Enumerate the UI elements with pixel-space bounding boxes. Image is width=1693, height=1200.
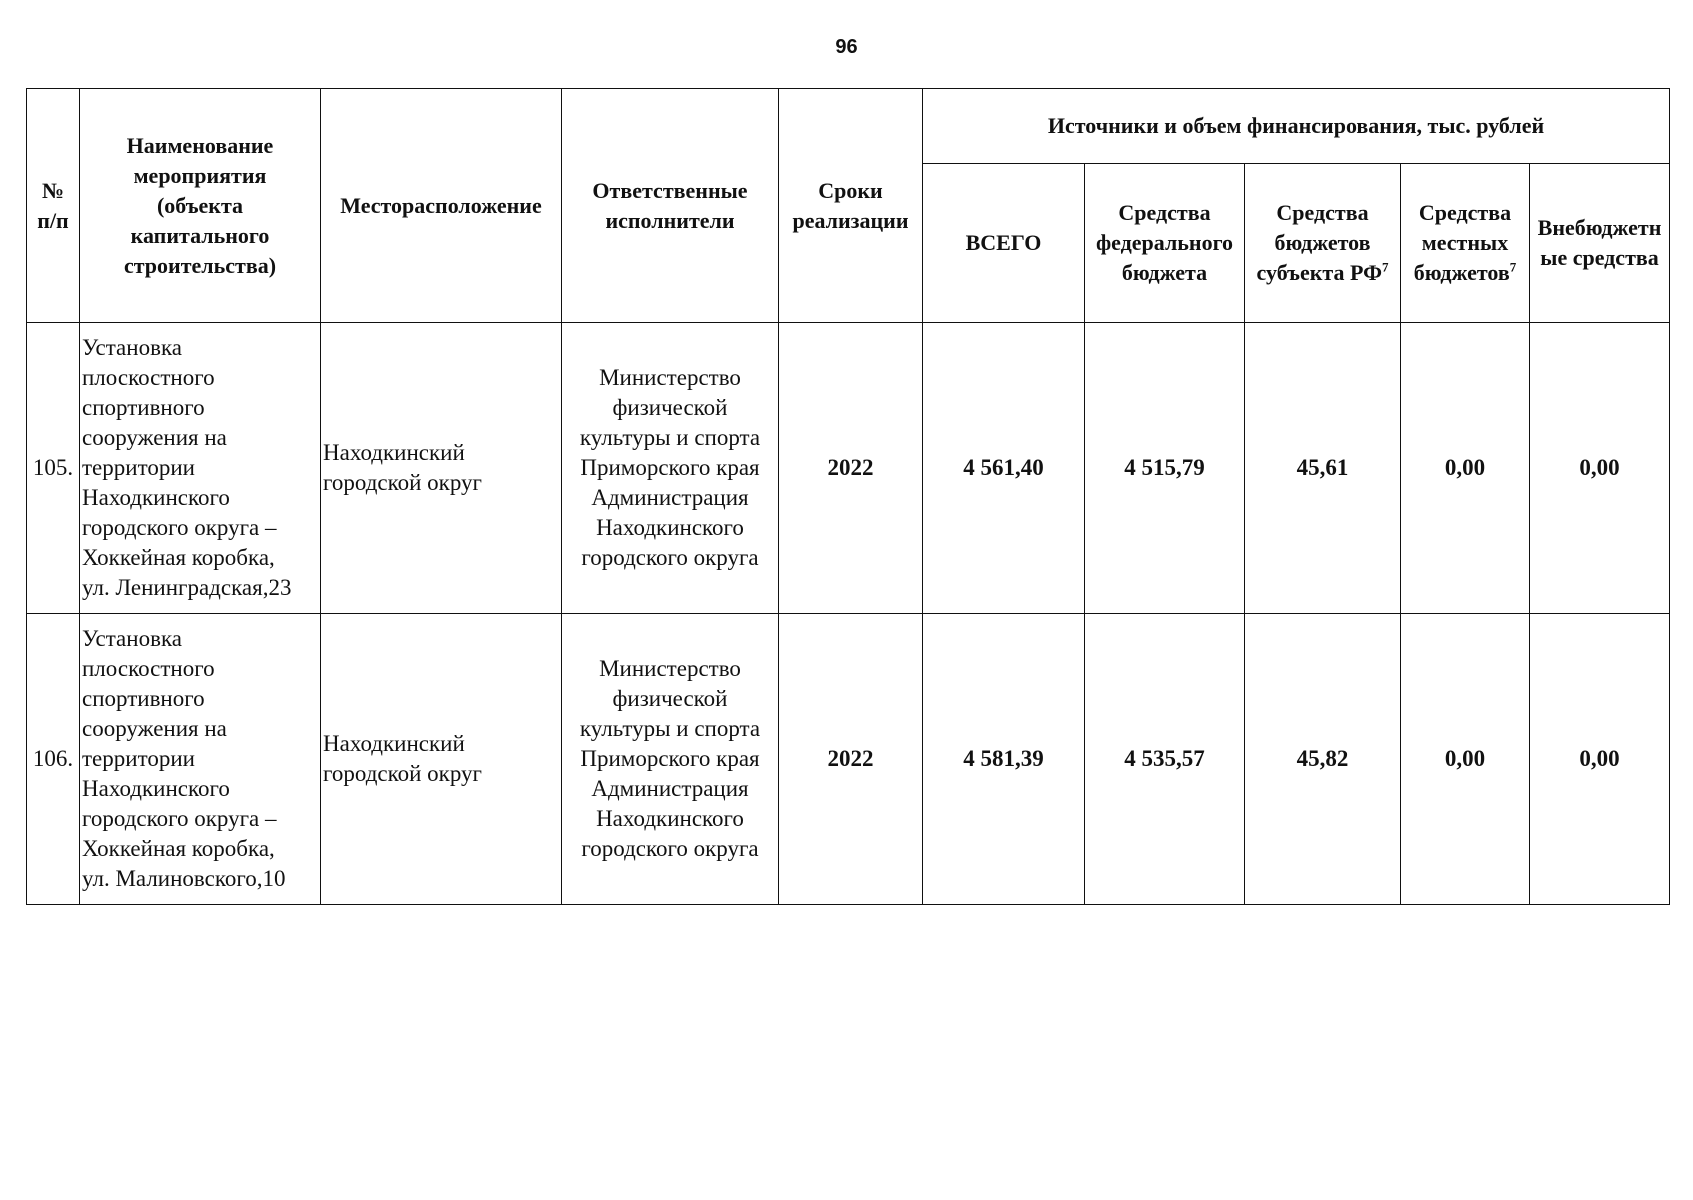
header-total: ВСЕГО bbox=[923, 164, 1085, 323]
header-subject bbox=[1245, 164, 1401, 323]
federal-amount: 4 535,57 bbox=[1085, 614, 1245, 905]
federal-amount: 4 515,79 bbox=[1085, 323, 1245, 614]
header-federal: Средства федерального бюджета bbox=[1085, 164, 1245, 323]
subject-amount: 45,82 bbox=[1245, 614, 1401, 905]
event-name: Установка плоскостного спортивного сооружения на территории Находкинского городского округа – Хоккейная коробка, ул. Малиновского,10 bbox=[80, 614, 321, 905]
financing-table bbox=[26, 88, 1670, 905]
implementation-term: 2022 bbox=[779, 323, 923, 614]
header-extrabudget: Внебюджетн ые средства bbox=[1530, 164, 1670, 323]
row-number: 105. bbox=[27, 323, 80, 614]
footnote-mark: 7 bbox=[1509, 259, 1517, 275]
row-number: 106. bbox=[27, 614, 80, 905]
header-num: № п/п bbox=[27, 89, 80, 323]
implementation-term: 2022 bbox=[779, 614, 923, 905]
header-local-label: Средства местных бюджетов bbox=[1413, 200, 1512, 285]
table-row bbox=[27, 323, 1670, 614]
page-number: 96 bbox=[835, 36, 858, 58]
header-responsible: Ответственные исполнители bbox=[562, 89, 779, 323]
responsible-executors: Министерство физической культуры и спорта Приморского края Администрация Находкинского городского округа bbox=[562, 614, 779, 905]
header-row bbox=[27, 89, 1670, 164]
header-subject-label: Средства бюджетов субъекта РФ bbox=[1256, 200, 1382, 285]
footnote-mark: 7 bbox=[1381, 259, 1389, 275]
extrabudget-amount: 0,00 bbox=[1530, 614, 1670, 905]
event-name: Установка плоскостного спортивного сооружения на территории Находкинского городского округа – Хоккейная коробка, ул. Ленинградская,23 bbox=[80, 323, 321, 614]
local-amount: 0,00 bbox=[1401, 323, 1530, 614]
header-location: Месторасположение bbox=[321, 89, 562, 323]
location: Находкинский городской округ bbox=[321, 614, 562, 905]
responsible-executors: Министерство физической культуры и спорта Приморского края Администрация Находкинского городского округа bbox=[562, 323, 779, 614]
location: Находкинский городской округ bbox=[321, 323, 562, 614]
total-amount: 4 581,39 bbox=[923, 614, 1085, 905]
header-sources-group: Источники и объем финансирования, тыс. рублей bbox=[923, 89, 1670, 164]
subject-amount: 45,61 bbox=[1245, 323, 1401, 614]
local-amount: 0,00 bbox=[1401, 614, 1530, 905]
extrabudget-amount: 0,00 bbox=[1530, 323, 1670, 614]
header-local bbox=[1401, 164, 1530, 323]
total-amount: 4 561,40 bbox=[923, 323, 1085, 614]
header-name: Наименование мероприятия (объекта капитального строительства) bbox=[80, 89, 321, 323]
header-terms: Сроки реализации bbox=[779, 89, 923, 323]
table-row bbox=[27, 614, 1670, 905]
